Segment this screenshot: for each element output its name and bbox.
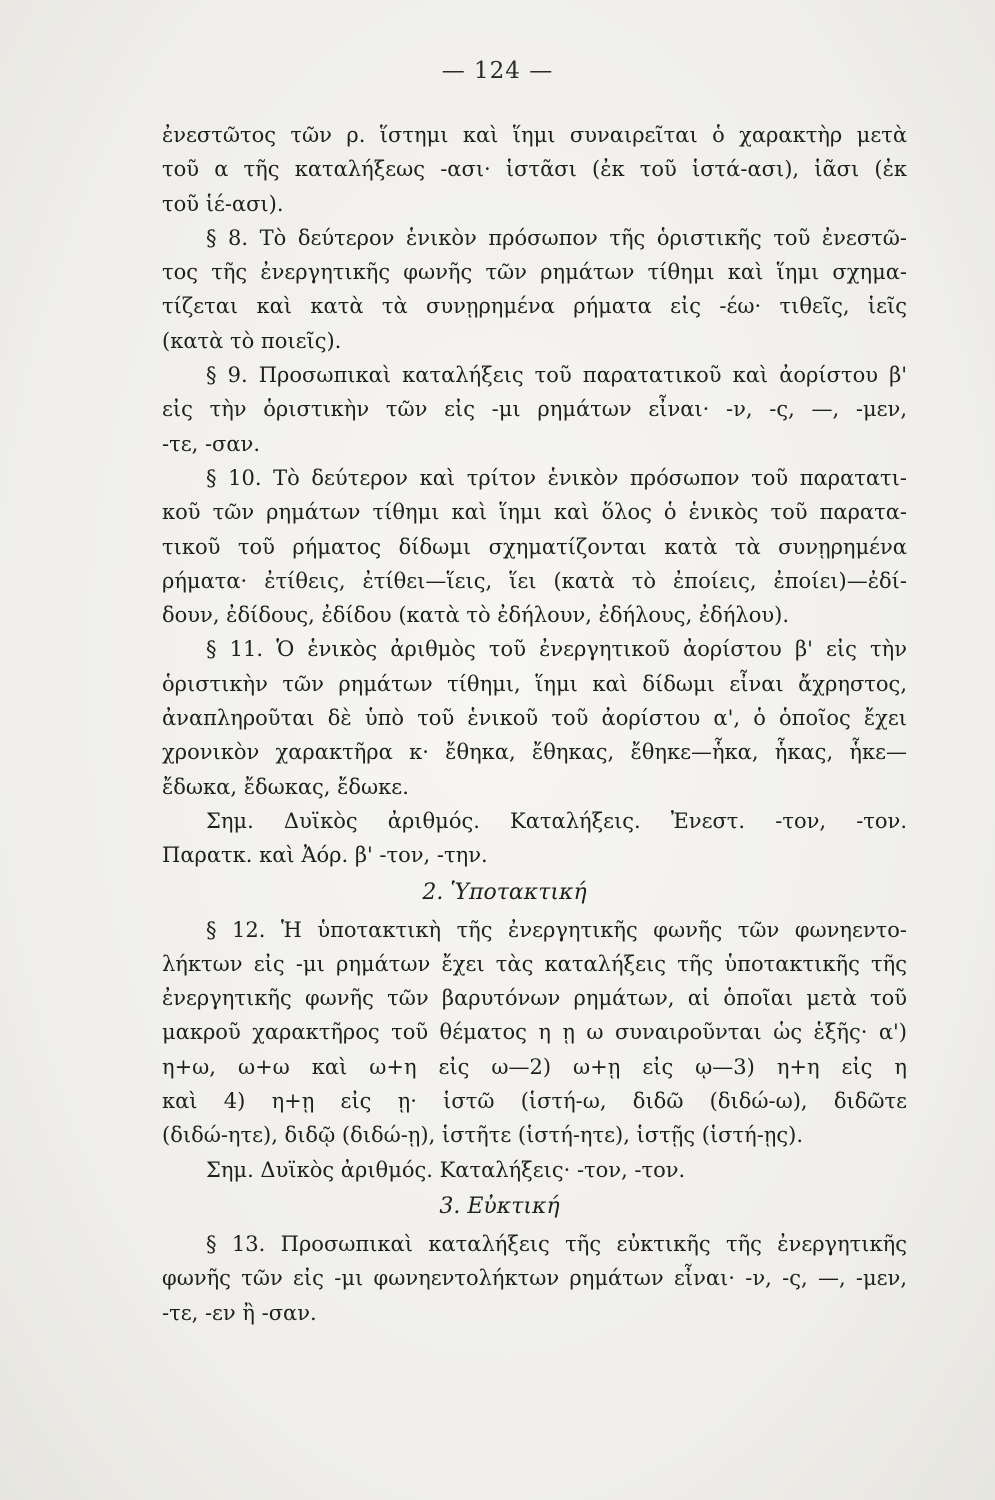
section-heading-optative: 3. Εὐκτική bbox=[439, 1193, 560, 1219]
text-line: ἐνεστῶτος τῶν ρ. ἵστημι καὶ ἵημι συναιρεῖται ὁ χαρακτὴρ μετὰ bbox=[162, 123, 907, 147]
paragraph-12-line: (διδώ-ητε), διδῷ (διδώ-ῃ), ἱστῆτε (ἱστή-ητε), ἱστῇς (ἱστή-ῃς). bbox=[162, 1123, 804, 1148]
paragraph-8-line: τος τῆς ἐνεργητικῆς φωνῆς τῶν ρημάτων τίθημι καὶ ἵημι σχημα- bbox=[162, 260, 907, 285]
paragraph-12-line: λήκτων εἰς -μι ρημάτων ἔχει τὰς καταλήξεις τῆς ὑποτακτικῆς τῆς bbox=[162, 951, 907, 976]
paragraph-13-line: φωνῆς τῶν εἰς -μι φωνηεντολήκτων ρημάτων εἶναι· -ν, -ς, —, -μεν, bbox=[162, 1266, 907, 1291]
paragraph-12-line: η+ω, ω+ω καὶ ω+η εἰς ω—2) ω+ῃ εἰς ῳ—3) η+η εἰς η bbox=[162, 1054, 907, 1079]
paragraph-10-line: δουν, ἐδίδους, ἐδίδου (κατὰ τὸ ἐδήλουν, ἐδήλους, ἐδήλου). bbox=[162, 603, 789, 628]
paragraph-13-line: § 13. Προσωπικαὶ καταλήξεις τῆς εὐκτικῆς τῆς ἐνεργητικῆς bbox=[206, 1231, 907, 1256]
paragraph-9-line: -τε, -σαν. bbox=[162, 431, 260, 456]
paragraph-11-line: ὁριστικὴν τῶν ρημάτων τίθημι, ἵημι καὶ δίδωμι εἶναι ἄχρηστος, bbox=[162, 671, 907, 696]
paragraph-12-line: μακροῦ χαρακτῆρος τοῦ θέματος η ῃ ω συναιροῦνται ὡς ἑξῆς· α') bbox=[162, 1020, 907, 1045]
paragraph-8-line: τίζεται καὶ κατὰ τὰ συνῃρημένα ρήματα εἰς -έω· τιθεῖς, ἱεῖς bbox=[162, 294, 907, 319]
paragraph-12-line: καὶ 4) η+ῃ εἰς ῃ· ἱστῶ (ἱστή-ω, διδῶ (διδώ-ω), διδῶτε bbox=[162, 1089, 907, 1114]
note-line: Σημ. Δυϊκὸς ἀριθμός. Καταλήξεις. Ἐνεστ. -τον, -τον. bbox=[206, 808, 907, 833]
paragraph-10-line: τικοῦ τοῦ ρήματος δίδωμι σχηματίζονται κατὰ τὰ συνῃρημένα bbox=[162, 534, 907, 559]
paragraph-10-line: κοῦ τῶν ρημάτων τίθημι καὶ ἵημι καὶ ὅλος ὁ ἑνικὸς τοῦ παρατα- bbox=[162, 500, 907, 525]
paragraph-11-line: § 11. Ὁ ἑνικὸς ἀριθμὸς τοῦ ἐνεργητικοῦ ἀορίστου β' εἰς τὴν bbox=[206, 637, 907, 662]
paragraph-10-line: ρήματα· ἐτίθεις, ἐτίθει—ἵεις, ἵει (κατὰ τὸ ἐποίεις, ἐποίει)—ἐδί- bbox=[162, 568, 907, 593]
section-heading-subjunctive: 2. Ὑποτακτική bbox=[422, 879, 587, 905]
paragraph-9-line: εἰς τὴν ὁριστικὴν τῶν εἰς -μι ρημάτων εἶναι· -ν, -ς, —, -μεν, bbox=[162, 397, 907, 422]
paragraph-11-line: ἀναπληροῦται δὲ ὑπὸ τοῦ ἑνικοῦ τοῦ ἀορίστου α', ὁ ὁποῖος ἔχει bbox=[162, 706, 907, 731]
paragraph-9-line: § 9. Προσωπικαὶ καταλήξεις τοῦ παρατατικοῦ καὶ ἀορίστου β' bbox=[206, 363, 907, 388]
text-line: τοῦ α τῆς καταλήξεως -ασι· ἱστᾶσι (ἐκ τοῦ ἱστά-ασι), ἱᾶσι (ἐκ bbox=[162, 157, 907, 182]
page-number: — 124 — bbox=[441, 58, 554, 84]
paragraph-10-line: § 10. Τὸ δεύτερον καὶ τρίτον ἑνικὸν πρόσωπον τοῦ παρατατι- bbox=[206, 465, 907, 490]
paragraph-13-line: -τε, -εν ἢ -σαν. bbox=[162, 1300, 317, 1325]
paragraph-11-line: χρονικὸν χαρακτῆρα κ· ἔθηκα, ἔθηκας, ἔθηκε—ἧκα, ἧκας, ἧκε— bbox=[162, 740, 907, 765]
text-line: τοῦ ἱέ-ασι). bbox=[162, 191, 284, 216]
paragraph-12-line: § 12. Ἡ ὑποτακτικὴ τῆς ἐνεργητικῆς φωνῆς τῶν φωνηεντο- bbox=[206, 917, 907, 942]
page-body bbox=[162, 118, 907, 1330]
paragraph-8-line: § 8. Τὸ δεύτερον ἑνικὸν πρόσωπον τῆς ὁριστικῆς τοῦ ἐνεστῶ- bbox=[206, 225, 907, 250]
paragraph-11-line: ἔδωκα, ἔδωκας, ἔδωκε. bbox=[162, 774, 409, 799]
note-line: Σημ. Δυϊκὸς ἀριθμός. Καταλήξεις· -τον, -τον. bbox=[206, 1157, 686, 1182]
note-line: Παρατκ. καὶ Ἀόρ. β' -τον, -την. bbox=[162, 843, 488, 868]
paragraph-8-line: (κατὰ τὸ ποιεῖς). bbox=[162, 328, 342, 353]
paragraph-12-line: ἐνεργητικῆς φωνῆς τῶν βαρυτόνων ρημάτων, αἱ ὁποῖαι μετὰ τοῦ bbox=[162, 986, 907, 1011]
